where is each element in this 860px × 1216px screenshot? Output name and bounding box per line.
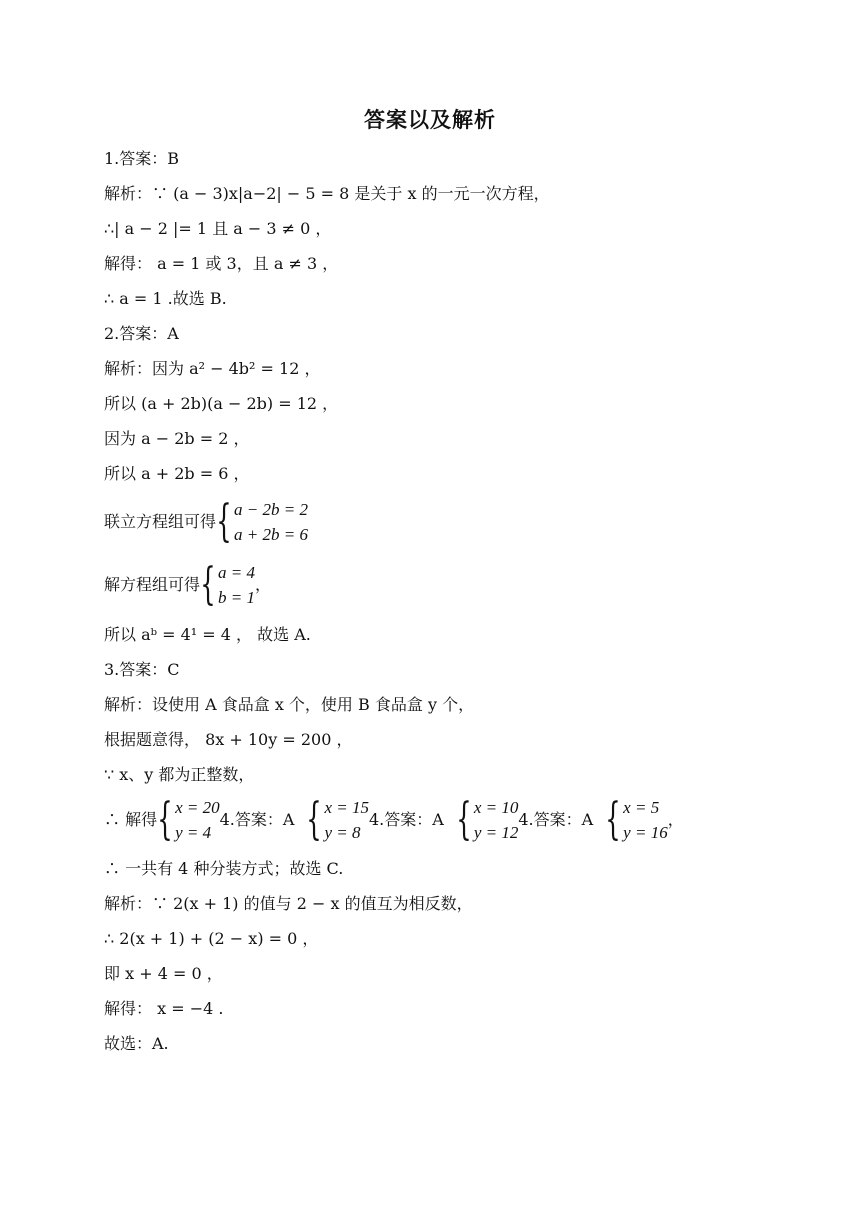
system-2-label: 解方程组可得: [104, 575, 201, 594]
answer-2-system-2-line: [104, 560, 271, 610]
comma: 4.答案：A: [219, 810, 295, 829]
answer-4-line-1: ∴ 2(x + 1) + (2 − x) = 0 ，: [104, 929, 319, 948]
answer-2-label: 2.答案：A: [104, 324, 179, 343]
answer-3-line-1: 解析：设使用 A 食品盒 x 个，使用 B 食品盒 y 个，: [104, 695, 475, 714]
answer-2-line-2: 所以 (a + 2b)(a − 2b) = 12 ，: [104, 394, 339, 413]
left-brace-icon: {: [605, 794, 621, 845]
equation: y = 12: [473, 823, 519, 842]
answer-4-line-3: 解得： x = −4 .: [104, 999, 224, 1018]
answer-1-line-3: 解得： a = 1 或 3，且 a ≠ 3 ，: [104, 254, 339, 273]
answer-1-line-1: 解析：∵ (a − 3)x|a−2| − 5 = 8 是关于 x 的一元一次方程，: [104, 184, 550, 203]
left-brace-icon: {: [200, 559, 216, 610]
answer-2-line-1: 解析：因为 a² − 4b² = 12 ，: [104, 359, 321, 378]
left-brace-icon: {: [157, 794, 173, 845]
answer-3-solutions-line: [104, 795, 684, 845]
solutions-label: ∴ 解得: [104, 810, 158, 829]
equation: y = 4: [175, 823, 212, 842]
equation: x = 15: [324, 798, 369, 817]
equation: x = 10: [473, 798, 519, 817]
answer-4-line-4: 故选：A.: [104, 1034, 169, 1053]
answer-3-line-3: ∵ x、y 都为正整数，: [104, 765, 255, 784]
left-brace-icon: {: [216, 496, 232, 547]
answer-2-system-1-line: [104, 497, 308, 547]
equation: x = 20: [175, 798, 220, 817]
equation: y = 16: [623, 823, 668, 842]
equation: a = 4: [218, 563, 255, 582]
left-brace-icon: {: [456, 794, 472, 845]
comma: ，: [667, 810, 684, 829]
comma: 4.答案：A: [368, 810, 444, 829]
left-brace-icon: {: [306, 794, 323, 845]
equation: a + 2b = 6: [234, 525, 308, 544]
equation: x = 5: [623, 798, 660, 817]
answer-3-line-4: ∴ 一共有 4 种分装方式；故选 C.: [104, 859, 344, 878]
answer-1-line-2: ∴| a − 2 |= 1 且 a − 3 ≠ 0 ，: [104, 219, 332, 238]
answer-3-label: 3.答案：C: [104, 660, 180, 679]
answer-4-line-2: 即 x + 4 = 0 ，: [104, 964, 223, 983]
answer-1-line-4: ∴ a = 1 .故选 B.: [104, 289, 227, 308]
system-1-label: 联立方程组可得: [104, 512, 217, 531]
answer-2-line-3: 因为 a − 2b = 2 ，: [104, 429, 250, 448]
equation: a − 2b = 2: [234, 500, 308, 519]
equation: y = 8: [324, 823, 361, 842]
answer-2-line-5: 所以 aᵇ = 4¹ = 4 ， 故选 A.: [104, 625, 311, 644]
answer-1-label: 1.答案：B: [104, 149, 180, 168]
equation: b = 1: [218, 588, 255, 607]
comma: 4.答案：A: [518, 810, 594, 829]
page-title: 答案以及解析: [364, 108, 496, 132]
answer-4-label: 解析：∵ 2(x + 1) 的值与 2 − x 的值互为相反数，: [104, 894, 473, 913]
answer-3-line-2: 根据题意得， 8x + 10y = 200 ，: [104, 730, 353, 749]
answer-2-line-4: 所以 a + 2b = 6 ，: [104, 464, 250, 483]
comma: ，: [255, 575, 272, 594]
